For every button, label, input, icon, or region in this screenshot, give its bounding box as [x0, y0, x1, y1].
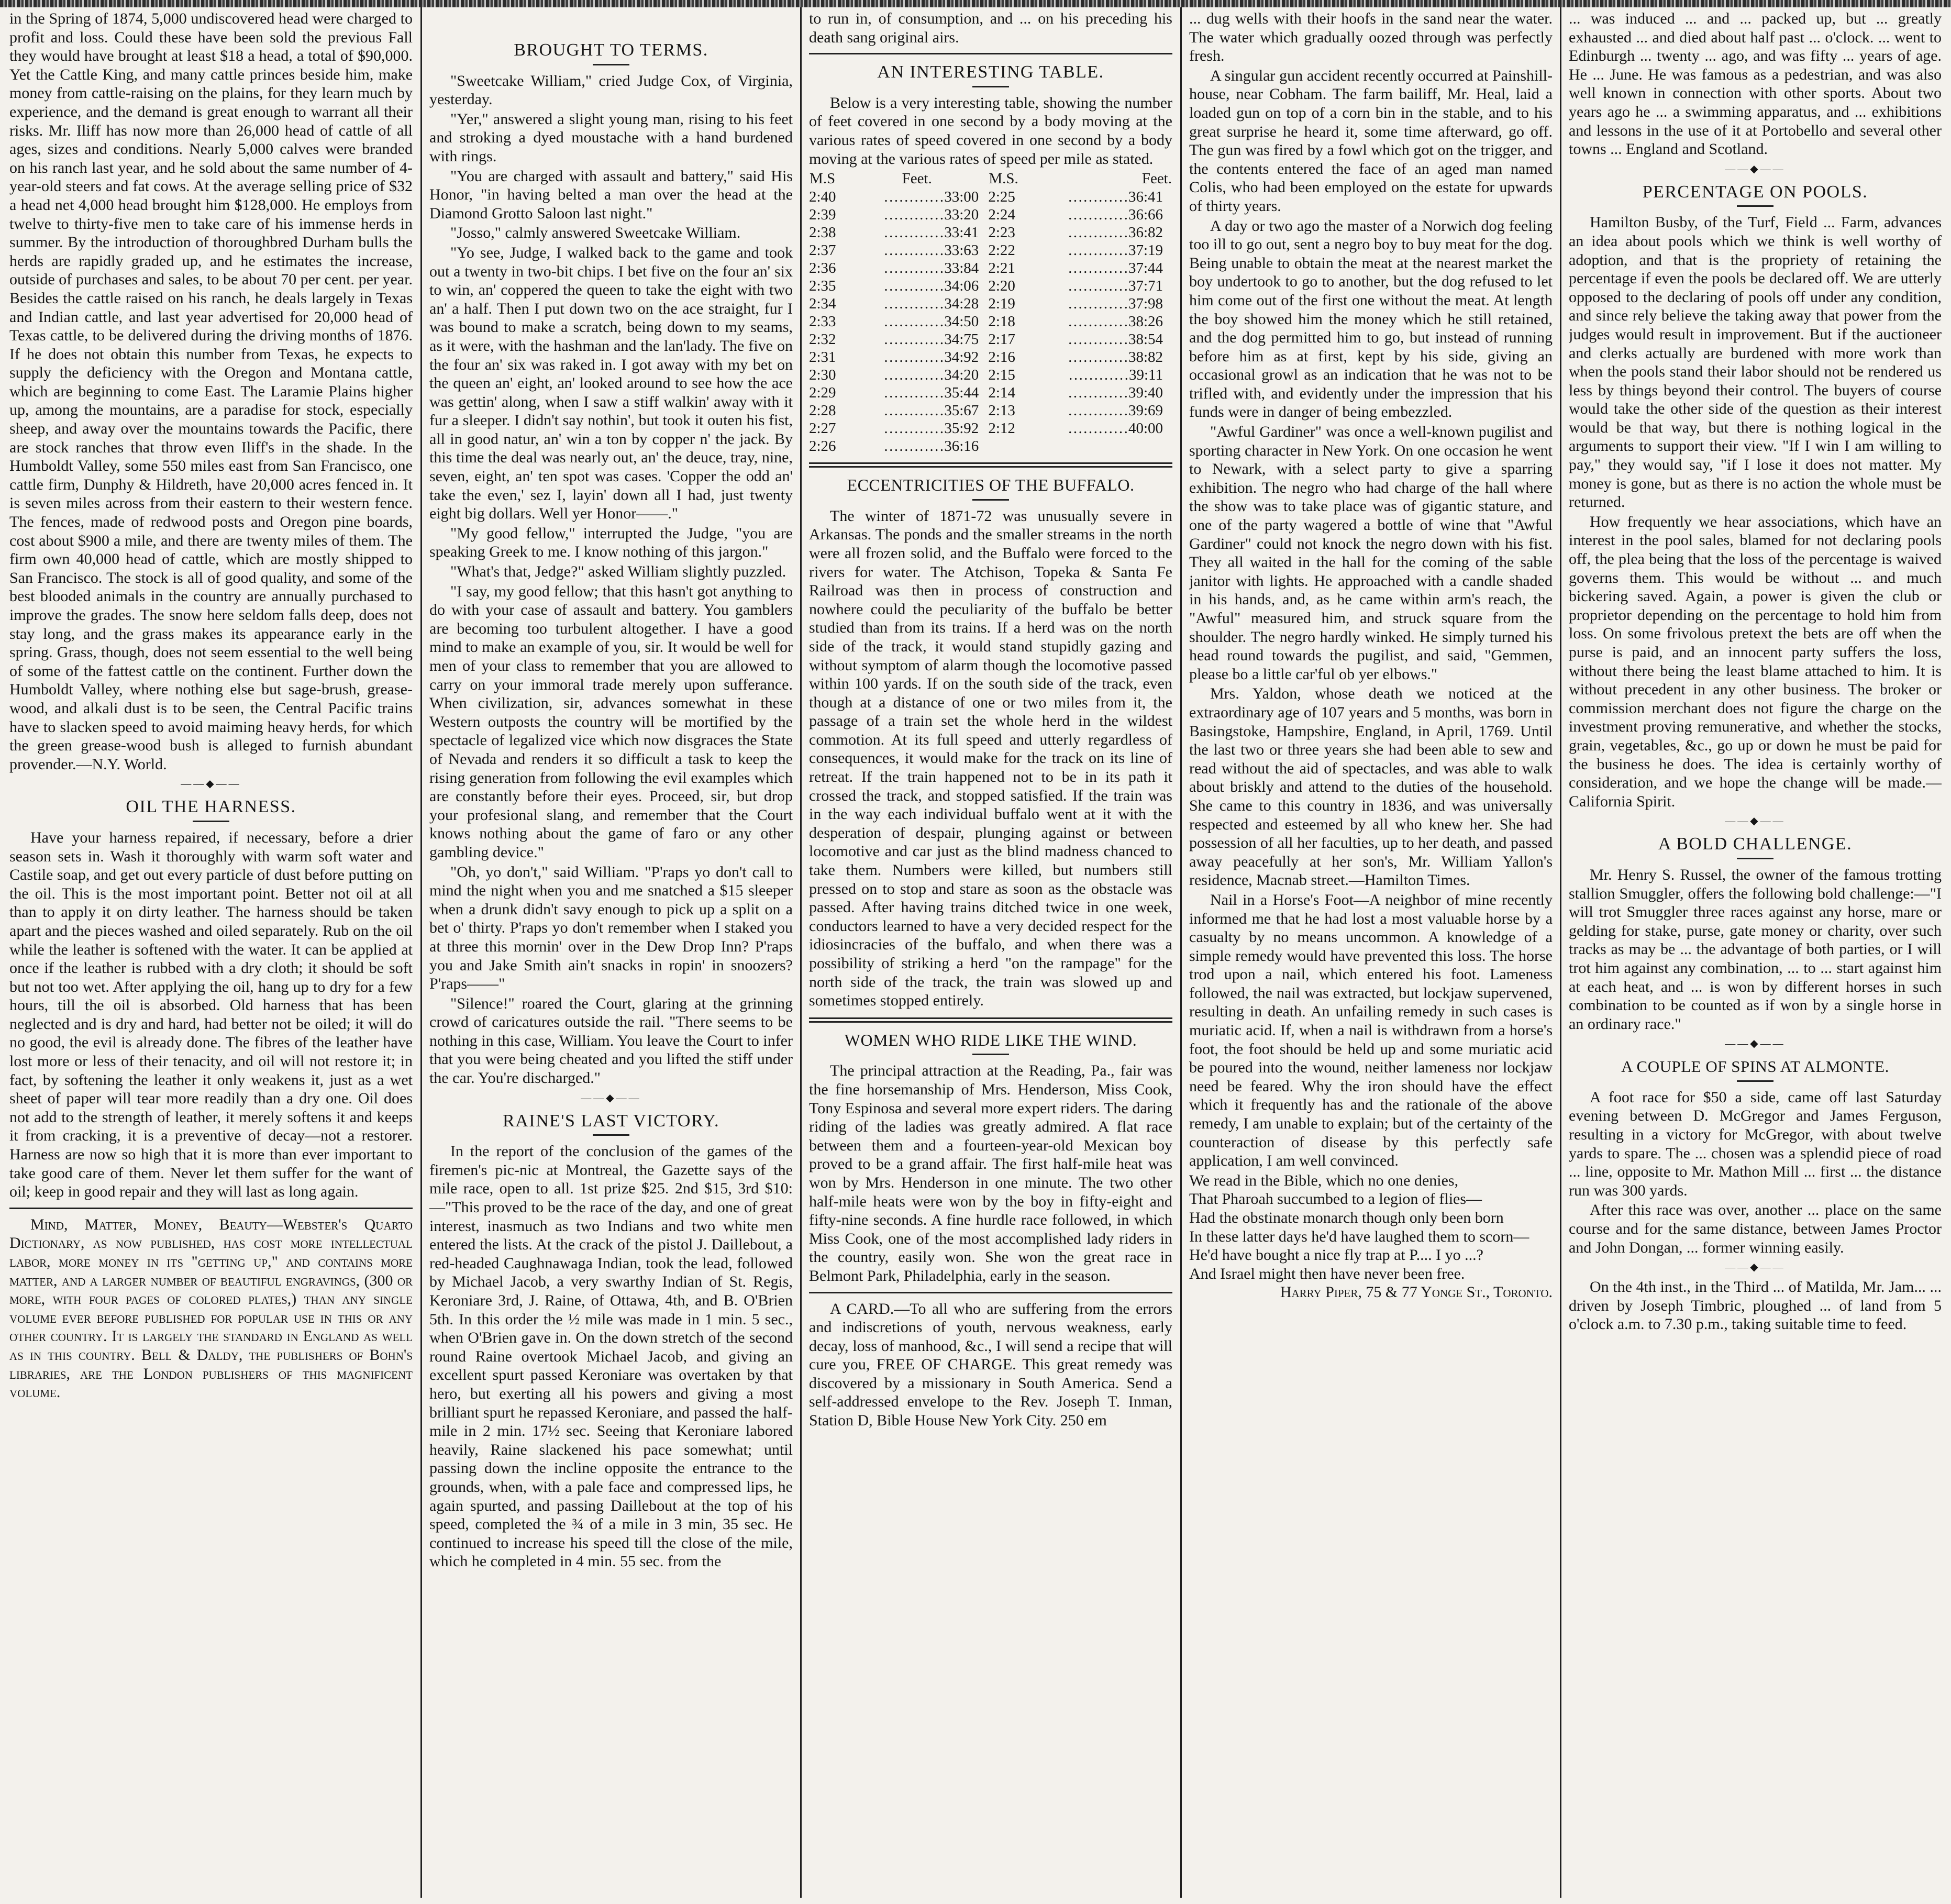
- table-row: [809, 206, 1172, 224]
- table-row: [809, 313, 1172, 330]
- article-challenge: Mr. Henry S. Russel, the owner of the famous trotting stallion Smuggler, offers the following bold challenge:—"I will trot Smuggler three races against any horse, mare or gelding for stake, purse, gate money or charity, over such tracks as may be ... the advantage of both parties, or I will trot him against any combination, ... to ... start against him at each heat, and ... is won by different horses in such combination to be counted as if won by a single horse in an ordinary race.": [1569, 866, 1942, 1033]
- speed-cell: 2:14: [988, 384, 1015, 402]
- column-rule: [1560, 7, 1561, 1898]
- feet-cell: …………36:16: [883, 438, 979, 455]
- column-5: [1569, 9, 1942, 1335]
- paragraph: "What's that, Jedge?" asked William slightly puzzled.: [450, 563, 786, 581]
- feet-cell: …………35:92: [883, 420, 979, 437]
- table-row: [809, 437, 1172, 455]
- speed-cell: 2:34: [809, 295, 836, 313]
- feet-cell: …………39:11: [1068, 367, 1163, 384]
- feet-cell: …………34:75: [883, 331, 979, 348]
- short-rule: [1737, 1080, 1773, 1082]
- speed-cell: 2:26: [809, 438, 836, 455]
- paragraph: How frequently we hear associations, which have an interest in the pool sales, blamed for not declaring pools off, the plea being that the loss of the percentage is waived governs them. This would be without ... and much bickering saved. Again, a power is given the club or proprietor depending on the percentage to hold him from loss. On some frivolous pretext the bets are off when the purse is paid, and an innocent party suffers the loss, without there being the least blame attached to him. It is without precedent in any other business. The broker or commission merchant does not figure the charge on the investment proving remunerative, and whether the stocks, grain, vegetables, &c., go up or down he must be paid for the business he does. The idea is certainly worthy of consideration, and we hope the change will be made.—California Spirit.: [1569, 513, 1942, 810]
- speed-cell: 2:28: [809, 402, 836, 419]
- speed-cell: 2:37: [809, 242, 836, 259]
- table-row: [809, 419, 1172, 437]
- feet-cell: …………34:06: [883, 278, 979, 295]
- speed-cell: 2:16: [988, 349, 1015, 366]
- speed-cell: 2:38: [809, 224, 836, 241]
- ornament-separator: [429, 1093, 793, 1103]
- poem-line: We read in the Bible, which no one denies,: [1189, 1171, 1459, 1189]
- ornament-separator: [1569, 1262, 1942, 1272]
- feet-cell: …………39:40: [1067, 384, 1163, 402]
- feet-cell: …………39:69: [1067, 402, 1163, 419]
- feet-cell: …………40:00: [1067, 420, 1163, 437]
- table-row: [809, 295, 1172, 313]
- speed-cell: 2:30: [809, 367, 836, 384]
- column-2: [429, 9, 793, 1572]
- article-mrs-yaldon: Mrs. Yaldon, whose death we noticed at the extraordinary age of 107 years and 5 months, was born in Basingstoke, Hampshire, England, in April, 1769. Until the last two or three years she had been able to sew and read without the aid of spectacles, and was able to walk about briskly and attend to the duties of the household. She came to this country in 1836, and was universally respected and esteemed by all who knew her. She had possession of all her faculties, up to her death, and passed away peacefully at her son's, Mr. William Yallon's residence, Macnab street.—Hamilton Times.: [1189, 685, 1553, 889]
- short-rule: [972, 86, 1009, 87]
- paragraph: "Yo see, Judge, I walked back to the game and took out a twenty in two-bit chips. I bet five on the four an' six to win, an' coppered the queen to take the eight with two an' a half. Then I put down two on the ace straight, fur I was bound to make a scratch, being down to my seams, as it were, with the hashman and the lan'lady. The five on the four an' six was raked in. I got away with my bet on the queen an' eight, an' looked around to see how the ace was gettin' along, when I saw a stiff walkin' away with it fur a sleeper. I didn't say nothin', but took it outen his fist, all in good natur, an' win a ton by copper n' the jack. By this time the deal was nearly out, an' the deuce, tray, nine, seven, eight, an' ten spot was cases. 'Copper the odd an' take the even,' sez I, layin' down all I had, just twenty eight big dollars. Well yer Honor——.": [429, 243, 793, 523]
- paragraph: On the 4th inst., in the Third ... of Matilda, Mr. Jam... ... driven by Joseph Timbric, ploughed ... of land from 5 o'clock a.m. to 7.30 p.m., taking suitable time to feed.: [1569, 1278, 1942, 1333]
- feet-cell: …………36:41: [1067, 189, 1163, 206]
- feet-cell: …………37:19: [1067, 242, 1163, 259]
- paragraph: A foot race for $50 a side, came off last Saturday evening between D. McGregor and James Ferguson, resulting in a victory for McGregor, with about twelve yards to spare. The ... chosen was a splendid piece of road ... line, opposite to Mr. Mathon Mill ... first ... the distance run was 300 yards.: [1569, 1088, 1942, 1199]
- speed-cell: 2:36: [809, 260, 836, 277]
- column-header: M.S.: [989, 170, 1018, 187]
- feet-cell: …………33:41: [883, 224, 979, 241]
- feet-cell: …………34:92: [883, 349, 979, 366]
- article-buffalo: The winter of 1871-72 was unusually severe in Arkansas. The ponds and the smaller streams in the north were all frozen solid, and the Buffalo were forced to the rivers for water. The Atchison, Topeka & Santa Fe Railroad was then in process of construction and nowhere could the peculiarity of the buffalo be better studied than from its trains. If a herd was on the north side of the track, it would stand stupidly gazing and without symptom of alarm though the locomotive passed within 100 yards. If on the south side of the track, even though at a distance of one or two miles from it, the passage of a train set the whole herd in the wildest commotion. At its full speed and utterly regardless of consequences, it would make for the track on its line of retreat. If the train happened not to be in its path it crossed the track, and stopped satisfied. If the train was in the way each individual buffalo went at it with the desperation of despair, plunging against or between locomotive and car just as the blind madness chanced to take them. Numbers were killed, but numbers still pressed on to stop and stare as soon as the obstacle was passed. After having trains ditched twice in one week, conductors learned to have a very decided respect for the idiosincracies of the buffalo, and when there was a possibility of striking a herd "on the rampage" for the north side of the track, the train was slowed up and sometimes stopped entirely.: [809, 507, 1172, 1010]
- speed-cell: 2:13: [988, 402, 1015, 419]
- speed-cell: 2:39: [809, 206, 836, 224]
- paragraph: After this race was over, another ... place on the same course and for the same distance, between James Proctor and John Dongan, ... former winning easily.: [1569, 1201, 1942, 1256]
- column-header: Feet.: [1141, 170, 1172, 187]
- table-row: [809, 188, 1172, 206]
- table-row: [809, 224, 1172, 241]
- article-continued: to run in, of consumption, and ... on his preceding his death sang original airs.: [809, 10, 1172, 46]
- section-rule: [809, 53, 1172, 54]
- poem-line: He'd have bought a nice fly trap at P.... I yo ...?: [1189, 1246, 1483, 1264]
- article-gun-accident: A singular gun accident recently occurred at Painshill-house, near Cobham. The farm bailiff, Mr. Heal, laid a loaded gun on top of a corn bin in the stable, and to his great surprise he heard it, some time afterward, go off. The gun was fired by a fowl which got on the trigger, and the contents entered the face of an aged man named Colis, who had been employed on the estate for upwards of thirty years.: [1189, 67, 1553, 215]
- column-header: M.S: [810, 170, 836, 187]
- advert-poem: [1189, 1171, 1553, 1283]
- paragraph: "You are charged with assault and battery," said His Honor, "in having belted a man over the head at the Diamond Grotto Saloon last night.": [429, 167, 793, 222]
- column-header: Feet.: [902, 170, 932, 187]
- table-header-row: [809, 169, 1172, 188]
- speed-cell: 2:27: [809, 420, 836, 437]
- column-4: [1189, 9, 1553, 1303]
- column-rule: [420, 7, 422, 1898]
- table-row: [809, 241, 1172, 259]
- ornament-separator: [1569, 1038, 1942, 1049]
- article-nail-horse-foot: Nail in a Horse's Foot—A neighbor of mine recently informed me that he had lost a most valuable horse by a casualty by no means uncommon. A knowledge of a simple remedy would have prevented this loss. The horse trod upon a nail, which entered his foot. Lameness followed, the nail was extracted, but lockjaw supervened, resulting in death. An unfailing remedy in such cases is muriatic acid. If, when a nail is withdrawn from a horse's foot, the foot should be held up and some muriatic acid be poured into the wound, neither lameness nor lockjaw need be feared. Why the iron should have the effect which it frequently has and the rationale of the above remedy, I am unable to explain; but of the certainty of the counteraction of disease by this perfectly safe application, I am well convinced.: [1189, 891, 1553, 1170]
- headline-buffalo: ECCENTRICITIES OF THE BUFFALO.: [847, 475, 1135, 495]
- speed-cell: 2:35: [809, 278, 836, 295]
- feet-cell: …………34:20: [883, 367, 979, 384]
- torn-top-edge: [0, 0, 1951, 7]
- short-rule: [193, 821, 229, 822]
- paragraph: "Oh, yo don't," said William. "P'raps yo don't call to mind the night when you and me snatched a $15 sleeper when a drunk didn't savy enough to pick up a split on a bet o' thirty. P'raps yo don't remember when I staked you at three this mornin' over in the Dew Drop Inn? P'raps you and Jake Smith ain't snacks in ropin' in snoozers? P'raps——": [429, 863, 793, 993]
- speed-table: [809, 169, 1172, 455]
- short-rule: [593, 64, 629, 65]
- feet-cell: …………36:82: [1067, 224, 1163, 241]
- feet-cell: …………34:28: [883, 295, 979, 313]
- speed-cell: [988, 437, 1029, 455]
- feet-cell: …………33:84: [883, 260, 979, 277]
- section-rule: [9, 1208, 413, 1209]
- article-webster: Mind, Matter, Money, Beauty—Webster's Quarto Dictionary, as now published, has cost more intellectual labor, more money in its "getting up," and contains more matter, and a larger number of beautiful engravings, (300 or more, with four pages of colored plates,) than any single volume ever before published for popular use in this or any other country. It is largely the standard in England as well as in this country. Bell & Daldy, the publishers of Bohn's libraries, are the London publishers of this magnificent volume.: [9, 1215, 413, 1401]
- table-row: [809, 402, 1172, 419]
- feet-cell: …………33:00: [883, 189, 979, 206]
- article-awful-gardiner: "Awful Gardiner" was once a well-known pugilist and sporting character in New York. On one occasion he went to Newark, with a select party to give a sparring exhibition. The negro who had charge of the hall where the show was to take place was of gigantic stature, and one of the party wagered a bottle of wine that "Awful Gardiner" could not knock the negro down with his fist. They all waited in the hall for the coming of the sable janitor with lights. He approached with a candle shaded in his hands, and, as he came within arm's reach, the "Awful" measured him, and struck square from the shoulder. The negro hardly winked. He simply turned his head round towards the pugilist, and said, "Gemmen, please bo a little car'ful ob yer elbows.": [1189, 423, 1553, 683]
- double-rule: [809, 1017, 1172, 1023]
- paragraph: "Sweetcake William," cried Judge Cox, of Virginia, yesterday.: [429, 72, 793, 108]
- ornament-separator: [1569, 164, 1942, 174]
- short-rule: [593, 1134, 629, 1136]
- paragraph: "I say, my good fellow; that this hasn't got anything to do with your case of assault and battery. You gamblers are becoming too turbulent altogether. I have a good mind to make an example of you, sir. It would be well for men of your class to remember that you are allowed to carry on your immoral trade merely upon sufferance. When civilization, sir, advances somewhat in these Western outposts the country will be mortified by the spectacle of legalized vice which now disgraces the State of Nevada and renders it so difficult a task to keep the rising generation from following the evil examples which are constantly before their eyes. Proceed, sir, but drop your profesional slang, and remember that the Court knows nothing about the game of faro or any other gambling device.": [429, 582, 793, 861]
- paragraph: "Silence!" roared the Court, glaring at the grinning crowd of caricatures outside the rail. "There seems to be nothing in this case, William. You leave the Court to infer that you were being cheated and you lifted the stiff under the car. You're discharged.": [429, 994, 793, 1087]
- table-row: [809, 259, 1172, 277]
- speed-cell: 2:29: [809, 384, 836, 402]
- feet-cell: …………37:44: [1067, 260, 1163, 277]
- feet-cell: …………35:44: [883, 384, 979, 402]
- short-rule: [972, 1054, 1009, 1055]
- short-rule: [972, 499, 1009, 501]
- paragraph: "My good fellow," interrupted the Judge, "you are speaking Greek to me. I know nothing of this jargon.": [429, 524, 793, 561]
- column-1: [9, 9, 413, 1403]
- paragraph: "Josso," calmly answered Sweetcake William.: [450, 224, 741, 242]
- feet-cell: …………33:20: [883, 206, 979, 224]
- speed-table-body: [809, 188, 1172, 455]
- article-women: The principal attraction at the Reading, Pa., fair was the fine horsemanship of Mrs. Henderson, Miss Cook, Tony Espinosa and several more expert riders. The daring riding of the ladies was greatly admired. A flat race between them and a fourteen-year-old Mexican boy proved to be a grand affair. The first half-mile heat was won by Mrs. Henderson in one minute. The two other half-mile heats were won by the boy in fifty-eight and fifty-nine seconds. A fine hurdle race followed, in which Miss Cook, one of the most accomplished lady riders in the country, easily won. She won the great race in Belmont Park, Philadelphia, early in the season.: [809, 1062, 1172, 1285]
- article-dog: A day or two ago the master of a Norwich dog feeling too ill to go out, sent a negro boy to buy meat for the dog. Being unable to obtain the meat at the nearest market the boy undertook to go to another, but the dog refused to let him come out of the first one without the meat. At length the boy showed him the money which he still retained, and the dog permitted him to go, but instead of running before him as at first, kept by his side, giving an occasional growl as an indication that he was not to be trifled with, and evidently under the impression that his funds were in danger of being embezzled.: [1189, 217, 1553, 421]
- ornament-separator: [9, 779, 413, 789]
- speed-cell: 2:31: [809, 349, 836, 366]
- speed-cell: 2:25: [988, 189, 1015, 206]
- double-rule: [809, 462, 1172, 468]
- advert-signature: Harry Piper, 75 & 77 Yonge St., Toronto.: [1280, 1283, 1553, 1301]
- poem-line: Had the obstinate monarch though only been born: [1189, 1209, 1504, 1226]
- feet-cell: …………37:98: [1067, 295, 1163, 313]
- feet-cell: …………38:54: [1067, 331, 1163, 348]
- column-3: [809, 9, 1172, 1431]
- table-row: [809, 277, 1172, 295]
- speed-cell: 2:17: [988, 331, 1015, 348]
- column-rule: [1180, 7, 1182, 1898]
- headline-percentage-on-pools: PERCENTAGE ON POOLS.: [1642, 182, 1868, 202]
- advert-card: A CARD.—To all who are suffering from the errors and indiscretions of youth, nervous weakness, early decay, loss of manhood, &c., I will send a recipe that will cure you, FREE OF CHARGE. This great remedy was discovered by a missionary in South America. Send a self-addressed envelope to the Rev. Joseph T. Inman, Station D, Bible House New York City. 250 em: [809, 1300, 1172, 1430]
- short-rule: [1737, 205, 1773, 207]
- paragraph: "Yer," answered a slight young man, rising to his feet and stroking a dyed moustache with a hand burdened with rings.: [429, 110, 793, 165]
- article-raine: In the report of the conclusion of the games of the firemen's pic-nic at Montreal, the Gazette says of the mile race, open to all. 1st prize $25. 2nd $15, 3rd $10:—"This proved to be the race of the day, and one of great interest, inasmuch as two Indians and two white men entered the lists. At the crack of the pistol J. Daillebout, a red-headed Caughnawaga Indian, took the lead, followed by Michael Jacob, a very swarthy Indian of St. Regis, Keroniare 3rd, J. Raine, of Ottawa, 4th, and B. O'Brien 5th. In this order the ½ mile was made in 1 min. 5 sec., when O'Brien gave in. On the down stretch of the second round Raine overtook Michael Jacob, and giving an excellent spurt passed Keroniare was overtaken by that hero, but exerting all his powers and giving a most brilliant spurt he repassed Keroniare, and passed the half-mile in 2 min. 17½ sec. Seeing that Keroniare labored heavily, Raine slackened his pace somewhat; until passing down the incline opposite the entrance to the grounds, when, with a pale face and compressed lips, he again spurted, and passing Daillebout at the top of his speed, completed the ¾ of a mile in 3 min, 35 sec. He continued to increase his speed till the close of the mile, which he completed in 4 min. 55 sec. from the: [429, 1143, 793, 1570]
- article-cattle: in the Spring of 1874, 5,000 undiscovered head were charged to profit and loss. Could these have been sold the previous Fall they would have brought at least $18 a head, a total of $90,000. Yet the Cattle King, and many cattle princes beside him, make money from cattle-raising on the plains, for they learn much by experience, and the demand is great enough to warrant all their risks. Mr. Iliff has now more than 26,000 head of cattle of all ages, sizes and conditions. Nearly 5,000 calves were branded on his ranch last year, and he sold about the same number of 4-year-old steers and fat cows. At the average selling price of $32 a head net 4,000 head brought him $128,000. He employs from twelve to thirty-five men to take care of his immense herds in summer. By the introduction of thoroughbred Durham bulls the herds are rapidly graded up, and he estimates the increase, outside of purchases and sales, to be about 70 per cent. per year. Besides the cattle raised on his ranch, he deals largely in Texas and Indian cattle, and last year advertised for 20,000 head of Texas cattle, to be delivered during the driving months of 1876. If he does not obtain this number from Texas, he expects to supply the deficiency with the Oregon and Montana cattle, which are beginning to come East. The Laramie Plains higher up, among the mountains, are a paradise for stock, especially sheep, and away over the mountains towards the Pacific, there are stock ranches that throw even Iliff's in the shade. In the Humboldt Valley, some 550 miles east from San Francisco, one cattle firm, Dunphy & Hildreth, have 20,000 acres fenced in. It is seven miles across from their eastern to their western fence. The fences, made of redwood posts and Oregon pine boards, cost about $900 a mile, and there are twenty miles of them. The firm own 40,000 head of cattle, which are mostly shipped to San Francisco. The stock is all of good quality, and some of the best blooded animals in the country are annually purchased to improve the grades. The snow here seldom falls deep, does not stay long, and the grass makes its appearance early in the spring. Grass, though, does not seem essential to the well being of some of the fattest cattle on the continent. Further down the Humboldt Valley, where nothing else but sage-brush, grease-wood, and alkali dust is to be seen, the Central Pacific trains have to slacken speed to avoid maiming heavy herds, for which the green grease-wood bush is alleged to furnish abundant provender.—N.Y. World.: [9, 10, 413, 773]
- poem-line: That Pharoah succumbed to a legion of flies—: [1189, 1190, 1482, 1208]
- section-rule: [809, 1292, 1172, 1293]
- speed-cell: 2:40: [809, 189, 836, 206]
- headline-bold-challenge: A BOLD CHALLENGE.: [1658, 834, 1853, 854]
- feet-cell: [1030, 437, 1172, 455]
- paragraph: Hamilton Busby, of the Turf, Field ... Farm, advances an idea about pools which we think is well worthy of adoption, and that is the propriety of retaining the percentage if even the pools be declared off. We are utterly opposed to the declaring of pools off under any condition, and since rely believe the taking away that power from the judges would result in improvement. But if the auctioneer and clerks actually are burdened with more work than when the pools stand their labor should not be rendered us less by things beyond their control. The buyers of course would take the other side of the question as their interest would be that way, but there is nothing logical in the arguments to support their view. "If I win I am willing to pay," they would say, "if I lose it does not matter. My money is gone, but as there is no action the whole must be returned.: [1569, 214, 1942, 511]
- table-intro: Below is a very interesting table, showing the number of feet covered in one second by a body moving at the various rates of speed covered in one second by a body moving at the various rates of speed per mile as stated.: [809, 94, 1172, 168]
- speed-cell: 2:22: [988, 242, 1015, 259]
- feet-cell: …………36:66: [1067, 206, 1163, 224]
- speed-cell: 2:20: [988, 278, 1015, 295]
- speed-cell: 2:15: [988, 367, 1015, 384]
- headline-women-who-ride: WOMEN WHO RIDE LIKE THE WIND.: [844, 1030, 1137, 1049]
- speed-cell: 2:18: [988, 313, 1015, 330]
- feet-cell: …………33:63: [883, 242, 979, 259]
- short-rule: [1737, 858, 1773, 859]
- speed-cell: 2:33: [809, 313, 836, 330]
- column-rule: [800, 7, 802, 1898]
- article-continued: ... was induced ... and ... packed up, but ... greatly exhausted ... and died about half past ... o'clock. ... went to Edinburgh ... twenty ... ago, and was fifty ... years of age. He ... June. He was famous as a pedestrian, and was also well known in connection with other sports. About two years ago he ... a swimming apparatus, and ... exhibitions and lessons in the use of it at Portobello and several other towns ... England and Scotland.: [1569, 10, 1942, 158]
- table-row: [809, 384, 1172, 402]
- ornament-separator: [1569, 816, 1942, 826]
- speed-cell: 2:21: [988, 260, 1015, 277]
- speed-cell: 2:24: [988, 206, 1015, 224]
- table-row: [809, 348, 1172, 366]
- headline-spins-almonte: A COUPLE OF SPINS AT ALMONTE.: [1621, 1057, 1889, 1076]
- speed-cell: 2:23: [988, 224, 1015, 241]
- headline-interesting-table: AN INTERESTING TABLE.: [877, 62, 1104, 82]
- poem-line: And Israel might then have never been free.: [1189, 1265, 1465, 1282]
- speed-cell: 2:12: [988, 420, 1015, 437]
- speed-cell: 2:19: [988, 295, 1015, 313]
- table-row: [809, 330, 1172, 348]
- headline-raines-last-victory: RAINE'S LAST VICTORY.: [503, 1111, 719, 1131]
- feet-cell: …………34:50: [883, 313, 979, 330]
- poem-line: In these latter days he'd have laughed them to scorn—: [1189, 1227, 1529, 1245]
- article-oil-harness: Have your harness repaired, if necessary, before a drier season sets in. Wash it thoroughly with warm soft water and Castile soap, and get out every particle of dust before putting on the oil. This is the most important point. Better not oil at all than to apply it on dirty leather. The harness should be taken apart and the pieces washed and oiled separately. Rub on the oil while the leather is softened with the water. It can be applied at once if the leather is rubbed with a dry cloth; it should be soft but not too wet. After applying the oil, hang up to dry for a few hours, till the oil is absorbed. Old harness that has been neglected and is dry and hard, had better not be oiled; it will do no good, the evil is already done. The fibres of the leather have lost more or less of their tenacity, and oil will not restore it; in fact, by softening the leather it only weakens it, just as a wet sheet of paper will tear more readily than a dry one. Oil does not add to the strength of leather, it merely softens it and keeps it from cracking, it is a preventive of decay—not a restorer. Harness are now so high that it is more than ever important to take good care of them. Never let them suffer for the want of oil; keep in good repair and they will last as long again.: [9, 828, 413, 1201]
- feet-cell: …………38:82: [1067, 349, 1163, 366]
- table-row: [809, 366, 1172, 384]
- headline-oil-harness: OIL THE HARNESS.: [126, 797, 296, 817]
- feet-cell: …………35:67: [883, 402, 979, 419]
- feet-cell: …………37:71: [1067, 278, 1163, 295]
- feet-cell: …………38:26: [1067, 313, 1163, 330]
- speed-cell: 2:32: [809, 331, 836, 348]
- headline-brought-to-terms: BROUGHT TO TERMS.: [514, 40, 708, 60]
- article-continued: ... dug wells with their hoofs in the sand near the water. The water which gradually oozed through was perfectly fresh.: [1189, 10, 1553, 65]
